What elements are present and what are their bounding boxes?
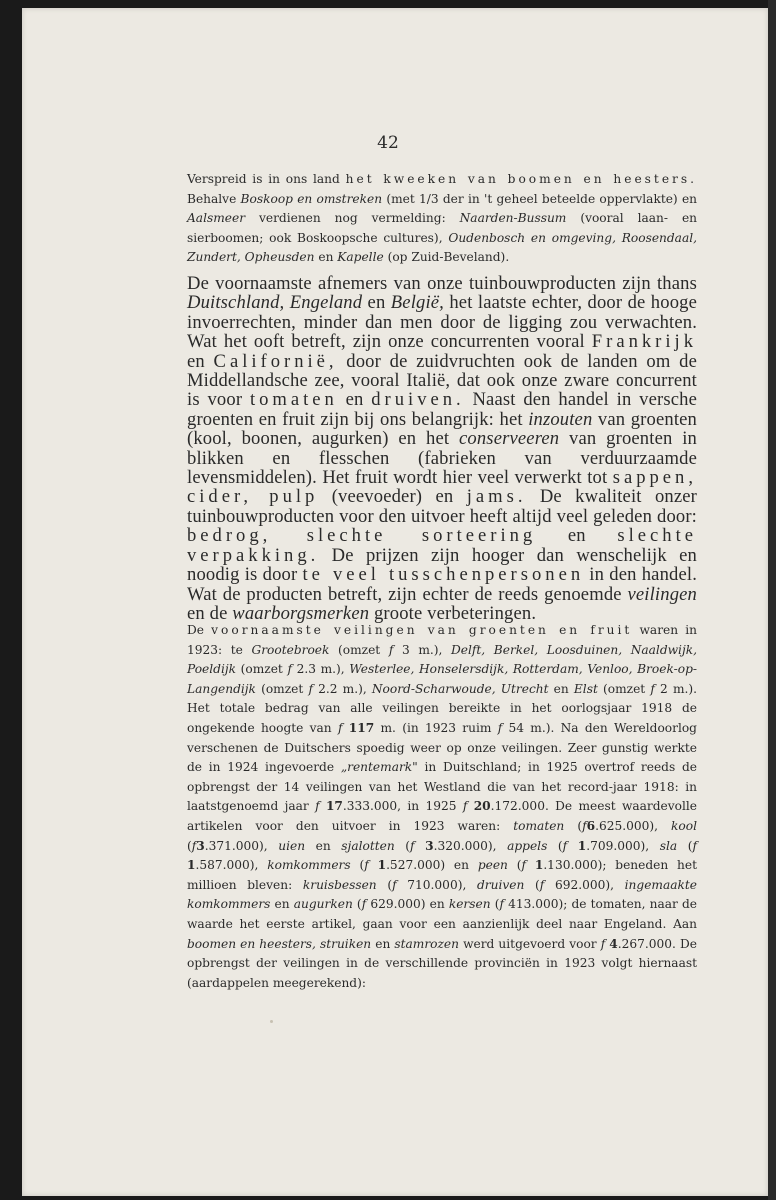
paragraph-export-markets xyxy=(187,274,697,623)
paragraph-nurseries xyxy=(187,170,697,268)
paragraph-text: De voornaamste veilingen van groenten en fruit waren in 1923: te Grootebroek (omzet f 3 m.), Delft, Berkel, Loosduinen, Naaldwijk, Poeldijk (omzet f 2.3 m.), Westerlee, Honselersdijk, Rotterdam, Venloo, Broek-op-Langendijk (omzet f 2.2 m.), Noord-Scharwoude, Utrecht en Elst (omzet f 2 m.). Het totale bedrag van alle veilingen bereikte in het oorlogsjaar 1918 de ongekende hoogte van f 117 m. (in 1923 ruim f 54 m.). Na den Wereldoorlog verschenen de Duitschers spoedig weer op onze veilingen. Zeer gunstig werkte de in 1924 ingevoerde „rentemark" in Duitschland; in 1925 overtrof reeds de opbrengst der 14 veilingen van het Westland die van het record-jaar 1918: in laatstgenoemd jaar f 17.333.000, in 1925 f 20.172.000. De meest waardevolle artikelen voor den uitvoer in 1923 waren: tomaten (f6.625.000), kool (f3.371.000), uien en sjalotten (f 3.320.000), appels (f 1.709.000), sla (f 1.587.000), komkommers (f 1.527.000) en peen (f 1.130.000); beneden het millioen bleven: kruisbessen (f 710.000), druiven (f 692.000), ingemaakte komkommers en augurken (f 629.000) en kersen (f 413.000); de tomaten, naar de waarde het eerste artikel, gaan voor een aanzienlijk deel naar Engeland. Aan boomen en heesters, struiken en stamrozen werd uitgevoerd voor f 4.267.000. De opbrengst der veilingen in de verschillende provinciën in 1923 volgt hiernaast (aardappelen meegerekend): xyxy=(187,623,698,990)
paper-speck xyxy=(270,1020,273,1023)
page-number: 42 xyxy=(377,133,399,153)
paragraph-text: De voornaamste afnemers van onze tuinbouwproducten zijn thans Duitschland, Engeland en België, het laatste echter, door de hooge invoerrechten, minder dan men door de ligging zou verwachten. Wat het ooft betreft, zijn onze concurrenten vooral Frankrijk en Californië, door de zuidvruchten ook de landen om de Middellandsche zee, vooral Italië, dat ook onze zware concurrent is voor tomaten en druiven. Naast den handel in versche groenten en fruit zijn bij ons belangrijk: het inzouten van groenten (kool, boonen, augurken) en het conserveeren van groenten in blikken en flesschen (fabrieken van verduurzaamde levensmiddelen). Het fruit wordt hier veel verwerkt tot sappen, cider, pulp (veevoeder) en jams. De kwaliteit onzer tuinbouwproducten voor den uitvoer heeft altijd veel geleden door: bedrog, slechte sorteering en slechte verpakking. De prijzen zijn hooger dan wenschelijk en noodig is door te veel tusschenpersonen in den handel. Wat de producten betreft, zijn echter de reeds genoemde veilingen en de waarborgsmerken groote verbeteringen. xyxy=(187,273,698,624)
paragraph-text: Verspreid is in ons land het kweeken van boomen en heesters. Behalve Boskoop en omstreken (met 1/3 der in 't geheel beteelde oppervlakte) en Aalsmeer verdienen nog vermelding: Naarden-Bussum (vooral laan- en sierboomen; ook Boskoopsche cultures), Oudenbosch en omgeving, Roosendaal, Zundert, Opheusden en Kapelle (op Zuid-Beveland). xyxy=(187,172,698,265)
paragraph-auctions xyxy=(187,621,697,993)
page-edge xyxy=(768,0,776,1200)
